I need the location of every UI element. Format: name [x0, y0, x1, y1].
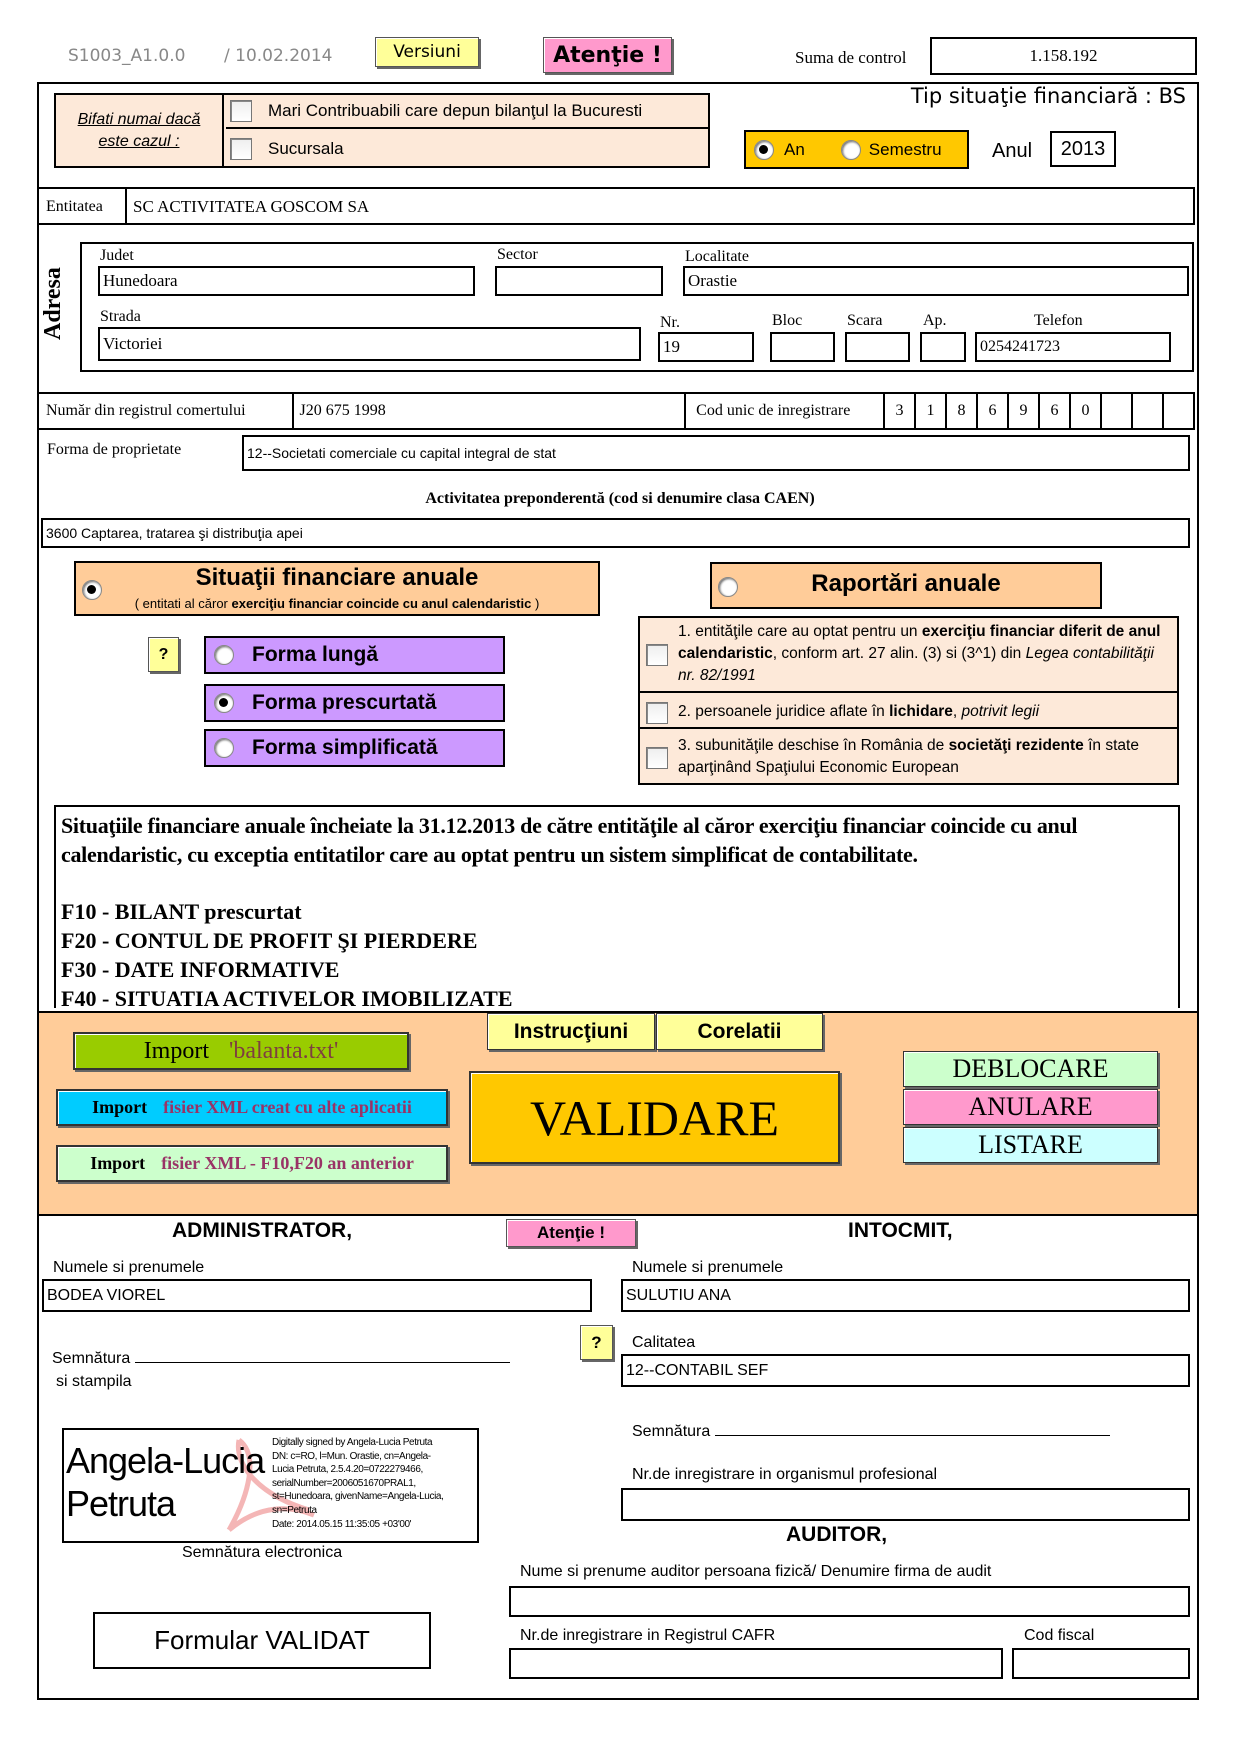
form-short-radio[interactable] [214, 693, 234, 713]
attention-button[interactable]: Atenţie ! [543, 37, 672, 73]
county-label: Judet [100, 247, 134, 264]
form-date: / 10.02.2014 [224, 46, 333, 66]
annual-statements-title: Situaţii financiare anuale [195, 564, 479, 591]
check-hint-line2: este cazul : [98, 132, 180, 150]
annual-report-item-text: 3. subunităţile deschise în România de societăţi rezidente în state aparţinând Spaţiului Economic European [678, 737, 1139, 776]
period-semester-label: Semestru [868, 139, 942, 159]
professional-registration-field[interactable] [621, 1488, 1190, 1521]
entity-value[interactable]: SC ACTIVITATEA GOSCOM SA [133, 197, 370, 216]
import-previous-year-button[interactable] [56, 1145, 448, 1182]
quality-field[interactable]: 12--CONTABIL SEF [621, 1354, 1190, 1387]
period-year-label: An [784, 139, 805, 159]
cui-digit: 3 [885, 394, 916, 428]
esign-name-line1: Angela-Lucia [66, 1440, 265, 1481]
annual-reports-title: Raportări anuale [811, 570, 1001, 597]
cui-digit: 6 [1040, 394, 1071, 428]
admin-signature-text: Semnătura [52, 1350, 135, 1367]
annual-report-item[interactable] [640, 618, 1177, 693]
import-balance-file: 'balanta.txt' [229, 1037, 339, 1064]
address-section-label: Adresa [40, 267, 66, 340]
period-year-radio[interactable] [754, 140, 774, 160]
cui-digit: 9 [1009, 394, 1040, 428]
preparer-signature-text: Semnătura [632, 1423, 715, 1440]
form-simplified-radio[interactable] [214, 738, 234, 758]
import-balance-prefix: Import [143, 1037, 210, 1064]
form-code: S1003_A1.0.0 [68, 46, 186, 66]
cui-digit [1102, 394, 1133, 428]
statement-form-item: F10 - BILANT prescurtat [61, 899, 302, 924]
branch-label: Sucursala [268, 138, 344, 158]
annual-report-item-checkbox[interactable] [646, 702, 668, 724]
cui-digit: 8 [947, 394, 978, 428]
fiscal-code-label: Cod fiscal [1024, 1627, 1095, 1644]
number-field[interactable]: 19 [658, 332, 754, 362]
form-type-long[interactable] [204, 636, 505, 674]
fiscal-code-field[interactable] [1012, 1648, 1190, 1679]
activity-field[interactable]: 3600 Captarea, tratarea şi distribuţia apei [41, 518, 1190, 548]
professional-registration-label: Nr.de inregistrare in organismul profesional [632, 1466, 938, 1483]
import-prev-label: fisier XML - F10,F20 an anterior [161, 1153, 414, 1173]
esign-details: Digitally signed by Angela-Lucia Petruta DN: c=RO, l=Mun. Orastie, cn=Angela- Lucia Petruta, 2.5.4.20=0722279466, serialNumber=2006051670PRAL1, st=Hunedoara, givenName=Angela-Lucia, sn=Petruta Date: 2014.05.15 11:35:05 +03'00' [272, 1437, 444, 1530]
large-taxpayers-checkbox[interactable] [230, 100, 252, 122]
locality-field[interactable]: Orastie [683, 266, 1189, 296]
administrator-title: ADMINISTRATOR, [172, 1219, 353, 1242]
cui-digit [1133, 394, 1164, 428]
instructions-button[interactable]: Instrucţiuni [487, 1013, 655, 1050]
cui-digit: 6 [978, 394, 1009, 428]
entity-label: Entitatea [46, 198, 103, 215]
import-balance-button[interactable] [73, 1032, 409, 1070]
period-selector [744, 130, 969, 169]
staircase-label: Scara [847, 312, 883, 329]
import-xml-label: fisier XML creat cu alte aplicatii [163, 1097, 412, 1117]
annual-statements-subtitle: ( entitati al căror exerciţiu financiar coincide cu anul calendaristic ) [134, 596, 540, 611]
sector-label: Sector [497, 246, 538, 263]
trade-register-label: Număr din registrul comertului [39, 394, 294, 428]
form-type-short[interactable] [204, 684, 505, 722]
annual-statements-option[interactable] [74, 561, 600, 616]
validated-status: Formular VALIDAT [93, 1612, 431, 1669]
cafr-label: Nr.de inregistrare in Registrul CAFR [520, 1627, 776, 1644]
quality-label: Calitatea [632, 1334, 696, 1351]
ownership-label: Forma de proprietate [47, 441, 182, 458]
phone-label: Telefon [1034, 312, 1083, 329]
period-semester-radio[interactable] [841, 140, 861, 160]
form-type-help-button[interactable]: ? [148, 637, 179, 672]
block-field[interactable] [770, 332, 835, 362]
street-field[interactable]: Victoriei [98, 327, 641, 361]
number-label: Nr. [660, 314, 680, 331]
entity-row [39, 187, 1195, 225]
apartment-field[interactable] [920, 332, 966, 362]
annual-reports-list [638, 616, 1179, 785]
annual-report-item-text: 2. persoanele juridice aflate în lichidare, potrivit legii [678, 703, 1040, 720]
cui-digits[interactable] [885, 394, 1195, 428]
print-button[interactable]: LISTARE [903, 1127, 1158, 1163]
cui-label: Cod unic de inregistrare [686, 394, 885, 428]
description-box [54, 805, 1180, 1008]
import-xml-button[interactable] [56, 1089, 448, 1126]
admin-stamp-label: si stampila [56, 1373, 132, 1390]
quality-help-button[interactable]: ? [580, 1325, 613, 1360]
registration-row [39, 392, 1195, 430]
ownership-field[interactable]: 12--Societati comerciale cu capital integral de stat [242, 435, 1190, 471]
auditor-name-label: Nume si prenume auditor persoana fizică/ Denumire firma de audit [520, 1563, 992, 1580]
statement-form-item: F30 - DATE INFORMATIVE [61, 957, 340, 982]
statement-form-item: F20 - CONTUL DE PROFIT ŞI PIERDERE [61, 928, 478, 953]
year-input[interactable]: 2013 [1050, 131, 1116, 167]
apartment-label: Ap. [923, 312, 947, 329]
esign-caption: Semnătura electronica [182, 1544, 343, 1561]
import-xml-prefix: Import [92, 1097, 148, 1117]
preparer-name-field[interactable]: SULUTIU ANA [621, 1279, 1190, 1312]
admin-name-field[interactable]: BODEA VIOREL [42, 1279, 592, 1312]
admin-name-label: Numele si prenumele [53, 1259, 205, 1276]
special-cases-box [54, 93, 710, 168]
phone-field[interactable]: 0254241723 [975, 332, 1171, 362]
sector-field[interactable] [495, 266, 663, 296]
annual-report-item[interactable] [640, 731, 1177, 783]
description-text: Situaţiile financiare anuale încheiate la 31.12.2013 de către entităţile al căror exerciţiu financiar coincide cu anul calendaristic, cu exceptia entitatilor care au optat pentru un sistem simplificat de contabilitate. [61, 813, 1078, 867]
auditor-name-field[interactable] [509, 1586, 1190, 1617]
annual-report-item[interactable] [640, 695, 1177, 729]
form-short-label: Forma prescurtată [252, 691, 437, 714]
year-label: Anul [992, 140, 1033, 162]
block-label: Bloc [772, 312, 803, 329]
statement-form-item: F40 - SITUATIA ACTIVELOR IMOBILIZATE [61, 986, 513, 1008]
import-prev-prefix: Import [90, 1153, 146, 1173]
branch-checkbox[interactable] [230, 138, 252, 160]
activity-label: Activitatea preponderentă (cod si denumire clasa CAEN) [425, 490, 815, 507]
versions-button[interactable]: Versiuni [375, 37, 479, 67]
street-label: Strada [100, 308, 141, 325]
checksum-value: 1.158.192 [930, 37, 1197, 75]
validate-button[interactable]: VALIDARE [469, 1071, 840, 1164]
branch-row[interactable] [226, 131, 708, 166]
locality-label: Localitate [685, 248, 749, 265]
signature-attention-button[interactable]: Atenţie ! [506, 1219, 636, 1247]
electronic-signature[interactable] [62, 1428, 479, 1543]
preparer-name-label: Numele si prenumele [632, 1259, 784, 1276]
form-type-simplified[interactable] [204, 729, 505, 767]
annual-report-item-text: 1. entităţile care au optat pentru un exerciţiu financiar diferit de anul calendaristic, conform art. 27 alin. (3) si (3^1) din Legea contabilităţii nr. 82/1991 [678, 623, 1161, 684]
annual-report-item-checkbox[interactable] [646, 747, 668, 769]
cui-digit: 0 [1071, 394, 1102, 428]
esign-name-line2: Petruta [66, 1483, 176, 1524]
cui-digit [1164, 394, 1195, 428]
large-taxpayers-row[interactable] [226, 95, 708, 129]
large-taxpayers-label: Mari Contribuabili care depun bilanţul la Bucuresti [268, 101, 643, 120]
staircase-field[interactable] [845, 332, 910, 362]
check-hint-line1: Bifati numai dacă [77, 110, 201, 128]
cancel-button[interactable]: ANULARE [903, 1089, 1158, 1125]
form-simplified-label: Forma simplificată [252, 736, 438, 759]
unlock-button[interactable]: DEBLOCARE [903, 1051, 1158, 1087]
trade-register-value[interactable]: J20 675 1998 [294, 394, 687, 428]
form-long-label: Forma lungă [252, 643, 379, 666]
admin-signature-label [52, 1350, 510, 1368]
preparer-title: INTOCMIT, [848, 1219, 953, 1242]
county-field[interactable]: Hunedoara [98, 266, 475, 296]
statement-type: Tip situaţie financiară : BS [910, 84, 1186, 108]
preparer-signature-label [632, 1423, 1110, 1441]
checksum-label: Suma de control [795, 48, 907, 67]
annual-report-item-checkbox[interactable] [646, 644, 668, 666]
correlations-button[interactable]: Corelatii [656, 1013, 823, 1050]
annual-reports-option[interactable] [710, 562, 1102, 609]
form-long-radio[interactable] [214, 645, 234, 665]
auditor-title: AUDITOR, [786, 1523, 888, 1546]
cui-digit: 1 [916, 394, 947, 428]
cafr-field[interactable] [509, 1648, 1003, 1679]
